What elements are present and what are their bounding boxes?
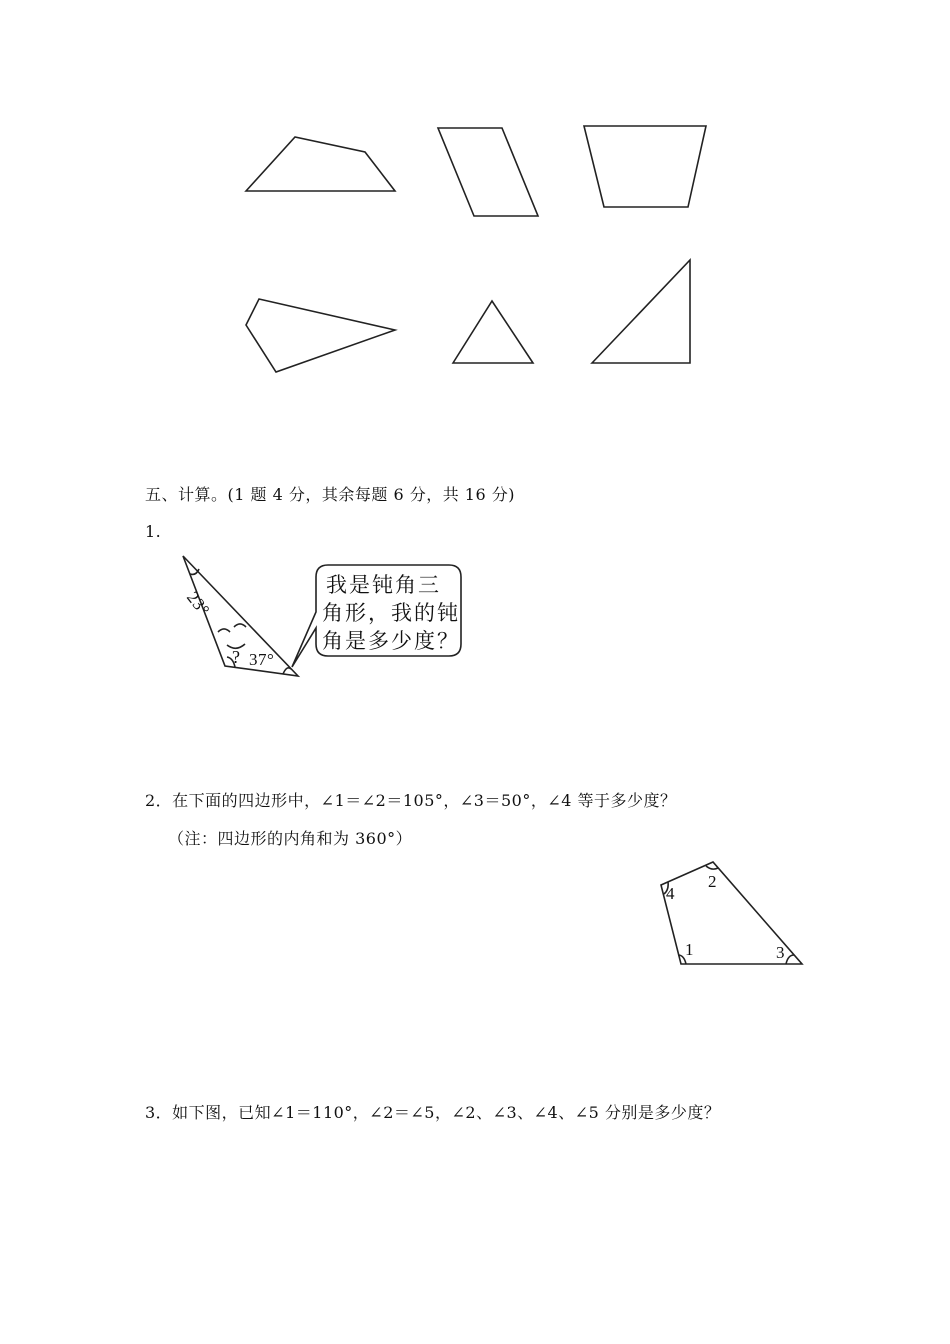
angle-arc-3	[786, 955, 794, 964]
q1-number: 1.	[145, 522, 162, 541]
pentagon-shape	[246, 299, 395, 372]
trapezoid-shape	[584, 126, 706, 207]
angle-label-unknown: ?	[232, 647, 241, 667]
q2-note: （注：四边形的内角和为 360°）	[168, 829, 413, 848]
face-eye-right	[234, 624, 246, 627]
q3-question: 3．如下图，已知∠1＝110°，∠2＝∠5，∠2、∠3、∠4、∠5 分别是多少度？	[145, 1103, 721, 1122]
angle-label-2: 2	[708, 872, 717, 891]
angle-label-4: 4	[666, 884, 675, 903]
quadrilateral-shape	[246, 137, 395, 191]
angle-label-23: 23°	[183, 588, 214, 620]
angle-arc-bottom-right	[283, 668, 291, 674]
angle-arc-2	[706, 866, 718, 869]
angle-label-1: 1	[685, 940, 694, 959]
shapes-figure	[0, 0, 950, 420]
angle-label-37: 37°	[249, 650, 275, 669]
section-title: 五、计算。(1 题 4 分，其余每题 6 分，共 16 分)	[145, 485, 515, 504]
face-eye-left	[218, 629, 230, 632]
bubble-text-line-2: 角形，我的钝	[322, 601, 460, 625]
right-triangle-shape	[592, 260, 690, 363]
angle-arc-top	[190, 569, 199, 574]
acute-triangle-shape	[453, 301, 533, 363]
parallelogram-shape	[438, 128, 538, 216]
bubble-text-line-3: 角是多少度？	[322, 629, 460, 653]
bubble-text-line-1: 我是钝角三	[326, 573, 441, 597]
angle-label-3: 3	[776, 943, 785, 962]
q2-question: 2．在下面的四边形中，∠1＝∠2＝105°，∠3＝50°，∠4 等于多少度？	[145, 791, 677, 810]
